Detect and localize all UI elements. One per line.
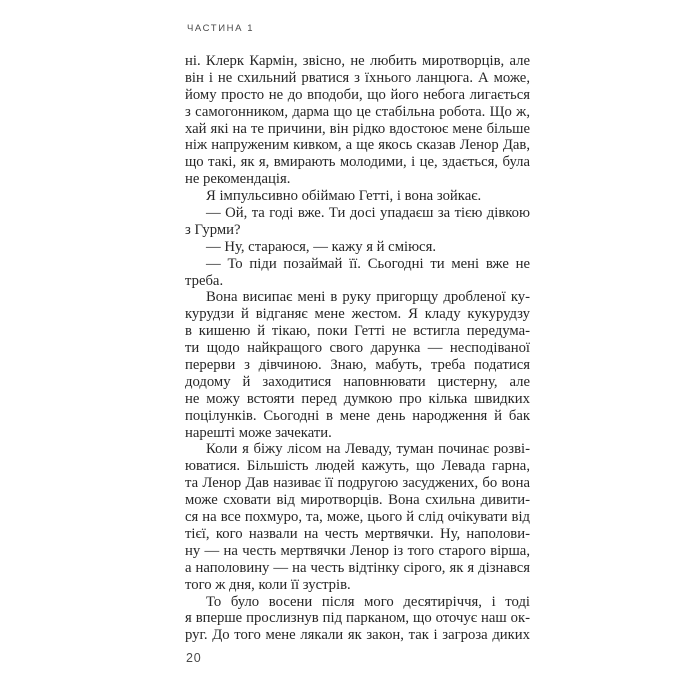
body-text <box>185 53 530 644</box>
text-line: я вперше прослизнув під парканом, що оточує наш ок- <box>185 610 530 627</box>
paragraph <box>185 239 530 256</box>
paragraph <box>185 256 530 290</box>
paragraph <box>185 188 530 205</box>
text-line: юватися. Більшість людей кажуть, що Левада гарна, <box>185 458 530 475</box>
text-line: того ж дня, коли її зустрів. <box>185 576 351 593</box>
text-line: що такі, як я, вмирають молодими, і це, здається, була <box>185 154 530 171</box>
text-line: в кишеню й тікаю, поки Гетті не встигла передума- <box>185 323 530 340</box>
text-line: Вона висипає мені в руку пригорщу дробленої ку- <box>206 289 530 306</box>
paragraph <box>185 594 530 645</box>
text-line: тієї, кого назвали на честь мертвячки. Ну, наполови- <box>185 525 530 542</box>
paragraph <box>185 289 530 441</box>
paragraph <box>185 441 530 593</box>
page-number: 20 <box>186 651 202 665</box>
text-line: ніж напруженим кивком, а ще якось сказав Ленор Дав, <box>185 137 530 154</box>
text-line: курудзи й відганяє мене жестом. Я кладу кукурудзу <box>185 306 530 323</box>
text-line: — То піди позаймай її. Сьогодні ти мені вже не <box>206 255 530 272</box>
text-line: То було восени після мого десятиріччя, і тоді <box>206 593 530 610</box>
text-line: а наполовину — на честь відтінку сірого, як я дізнався <box>185 559 530 576</box>
text-line: Я імпульсивно обіймаю Гетті, і вона зойкає. <box>206 188 482 205</box>
text-line: ти щодо найкращого свого дарунка — несподіваної <box>185 340 530 357</box>
text-line: перерви з дівчиною. Знаю, мабуть, треба податися <box>185 357 530 374</box>
text-line: не рекомендація. <box>185 171 291 188</box>
text-line: поцілунків. Сьогодні в мене день народження й бак <box>185 407 530 424</box>
paragraph <box>185 205 530 239</box>
text-line: треба. <box>185 272 224 289</box>
text-line: ся на все похмуро, та, може, цього й слід очікувати від <box>185 509 530 526</box>
text-line: та Ленор Дав називає її подругою засуджених, бо вона <box>185 475 530 492</box>
text-line: руг. До того мене лякали як закон, так і загроза диких <box>185 627 530 644</box>
text-line: ну — на честь мертвячки Ленор із того старого вірша, <box>185 542 530 559</box>
running-header: ЧАСТИНА 1 <box>187 23 255 34</box>
text-line: ні. Клерк Кармін, звісно, не любить миротворців, але <box>185 53 530 69</box>
text-line: нарешті може зачекати. <box>185 424 332 441</box>
text-line: додому й заходитися наповнювати цистерну, але <box>185 373 530 390</box>
text-line: йому просто не до вподоби, що його небога лигається <box>185 86 530 103</box>
text-line: — Ой, та годі вже. Ти досі упадаєш за тією дівкою <box>206 205 530 222</box>
text-line: з самогонником, дарма що це стабільна робота. Що ж, <box>185 103 530 120</box>
text-line: він і не схильний рватися з їхнього ланцюга. А може, <box>185 69 530 86</box>
text-line: може сховати від миротворців. Вона схильна дивити- <box>185 492 530 509</box>
paragraph <box>185 53 530 188</box>
text-line: хай які на те причини, він рідко вдостоює мене більше <box>185 120 530 137</box>
text-line: з Гурми? <box>185 221 241 238</box>
text-line: не можу встояти перед думкою про кілька швидких <box>185 390 530 407</box>
text-line: — Ну, стараюся, — кажу я й сміюся. <box>206 238 437 255</box>
text-line: Коли я біжу лісом на Леваду, туман починає розві- <box>206 441 530 458</box>
